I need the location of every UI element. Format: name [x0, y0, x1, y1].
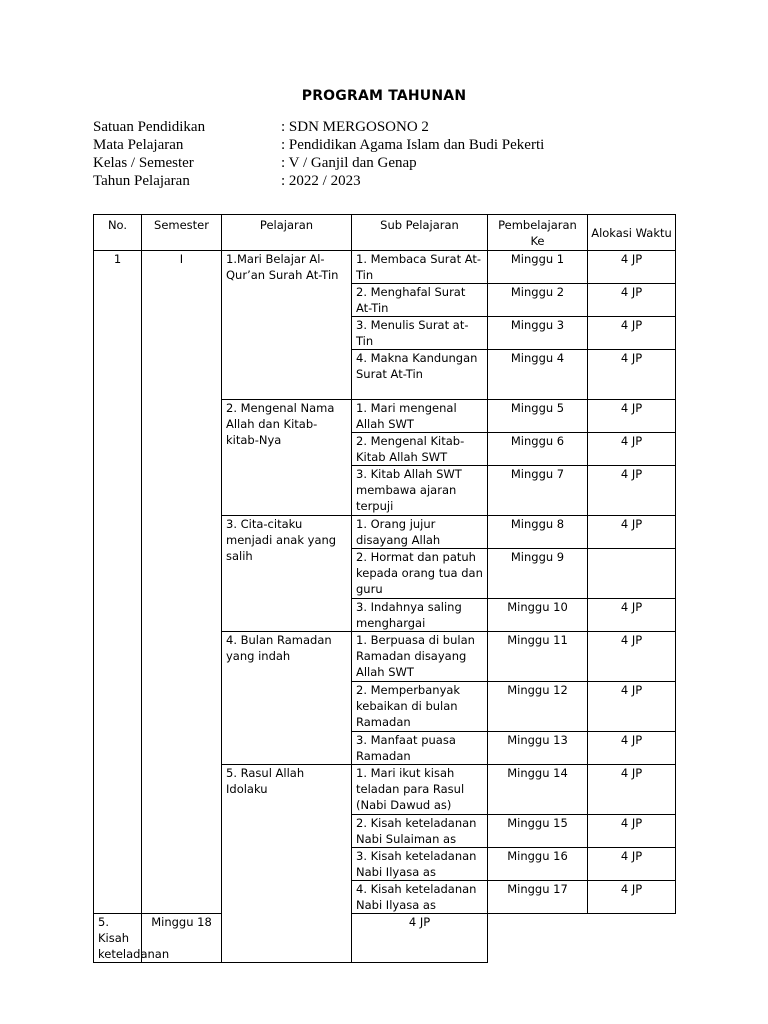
cell-sub-lesson: 1. Berpuasa di bulan Ramadan disayang Allah SWT [352, 632, 488, 682]
cell-week: Minggu 5 [488, 400, 588, 433]
cell-time: 4 JP [588, 632, 676, 682]
cell-sub-lesson: 4. Makna Kandungan Surat At-Tin [352, 350, 488, 400]
table-header-row [94, 215, 676, 251]
meta-value: : Pendidikan Agama Islam dan Budi Pekerti [281, 137, 545, 153]
header-time-allocation: Alokasi Waktu [588, 215, 676, 251]
cell-sub-lesson: 2. Mengenal Kitab-Kitab Allah SWT [352, 433, 488, 466]
cell-week: Minggu 6 [488, 433, 588, 466]
cell-lesson: 5. Rasul Allah Idolaku [222, 765, 352, 963]
cell-time: 4 JP [588, 732, 676, 765]
meta-row-school [93, 118, 693, 136]
header-sub-lesson: Sub Pelajaran [352, 215, 488, 251]
cell-week: Minggu 3 [488, 317, 588, 350]
cell-sub-lesson: 4. Kisah keteladanan Nabi Ilyasa as [352, 881, 488, 914]
cell-sub-lesson: 1. Mari ikut kisah teladan para Rasul (Nabi Dawud as) [352, 765, 488, 815]
meta-value: : 2022 / 2023 [281, 173, 361, 189]
cell-week: Minggu 18 [142, 914, 222, 963]
cell-sub-lesson: 2. Kisah keteladanan Nabi Sulaiman as [352, 815, 488, 848]
cell-week: Minggu 15 [488, 815, 588, 848]
cell-sub-lesson: 5. Kisah keteladanan [94, 914, 142, 963]
table-row [94, 914, 676, 963]
cell-week: Minggu 1 [488, 251, 588, 284]
meta-label: Satuan Pendidikan [93, 119, 206, 135]
cell-sub-lesson: 2. Menghafal Surat At-Tin [352, 284, 488, 317]
meta-label: Mata Pelajaran [93, 137, 184, 153]
cell-sub-lesson: 3. Manfaat puasa Ramadan [352, 732, 488, 765]
cell-time [588, 549, 676, 599]
meta-row-class [93, 154, 693, 172]
cell-sub-lesson: 1. Membaca Surat At-Tin [352, 251, 488, 284]
program-table [93, 214, 676, 963]
table-row [94, 251, 676, 284]
cell-lesson: 3. Cita-citaku menjadi anak yang salih [222, 516, 352, 632]
meta-row-year [93, 172, 693, 190]
cell-week: Minggu 12 [488, 682, 588, 732]
cell-lesson: 2. Mengenal Nama Allah dan Kitab-kitab-Nya [222, 400, 352, 516]
cell-sub-lesson: 3. Menulis Surat at-Tin [352, 317, 488, 350]
header-lesson: Pelajaran [222, 215, 352, 251]
cell-time: 4 JP [588, 400, 676, 433]
cell-time: 4 JP [588, 350, 676, 400]
cell-sub-lesson: 3. Indahnya saling menghargai [352, 599, 488, 632]
header-semester: Semester [142, 215, 222, 251]
cell-sub-lesson: 1. Mari mengenal Allah SWT [352, 400, 488, 433]
cell-sub-lesson: 2. Hormat dan patuh kepada orang tua dan guru [352, 549, 488, 599]
cell-week: Minggu 16 [488, 848, 588, 881]
cell-week: Minggu 13 [488, 732, 588, 765]
cell-week: Minggu 17 [488, 881, 588, 914]
meta-row-subject [93, 136, 693, 154]
meta-value: : SDN MERGOSONO 2 [281, 119, 429, 135]
cell-time: 4 JP [588, 881, 676, 914]
cell-sub-lesson: 3. Kitab Allah SWT membawa ajaran terpuji [352, 466, 488, 516]
cell-time: 4 JP [588, 682, 676, 732]
cell-week: Minggu 11 [488, 632, 588, 682]
cell-sub-lesson: 1. Orang jujur disayang Allah [352, 516, 488, 549]
meta-label: Kelas / Semester [93, 155, 194, 171]
cell-week: Minggu 9 [488, 549, 588, 599]
cell-sub-lesson: 3. Kisah keteladanan Nabi Ilyasa as [352, 848, 488, 881]
cell-lesson: 4. Bulan Ramadan yang indah [222, 632, 352, 765]
meta-value: : V / Ganjil dan Genap [281, 155, 417, 171]
document-title: PROGRAM TAHUNAN [301, 88, 467, 104]
cell-time: 4 JP [588, 433, 676, 466]
cell-lesson: 1.Mari Belajar Al-Qur’an Surah At-Tin [222, 251, 352, 400]
cell-time: 4 JP [588, 317, 676, 350]
cell-sub-lesson: 2. Memperbanyak kebaikan di bulan Ramadan [352, 682, 488, 732]
cell-time: 4 JP [588, 251, 676, 284]
cell-week: Minggu 4 [488, 350, 588, 400]
cell-week: Minggu 8 [488, 516, 588, 549]
cell-time: 4 JP [588, 516, 676, 549]
cell-semester: I [142, 251, 222, 914]
cell-time: 4 JP [588, 848, 676, 881]
cell-time: 4 JP [588, 765, 676, 815]
cell-time: 4 JP [588, 815, 676, 848]
cell-time: 4 JP [588, 466, 676, 516]
cell-week: Minggu 7 [488, 466, 588, 516]
cell-time: 4 JP [588, 284, 676, 317]
document-meta [93, 118, 693, 190]
cell-week: Minggu 2 [488, 284, 588, 317]
header-meeting: Pembelajaran Ke [488, 215, 588, 251]
meta-label: Tahun Pelajaran [93, 173, 190, 189]
cell-time: 4 JP [588, 599, 676, 632]
cell-no: 1 [94, 251, 142, 914]
cell-time: 4 JP [352, 914, 488, 963]
header-no: No. [94, 215, 142, 251]
cell-week: Minggu 14 [488, 765, 588, 815]
cell-week: Minggu 10 [488, 599, 588, 632]
